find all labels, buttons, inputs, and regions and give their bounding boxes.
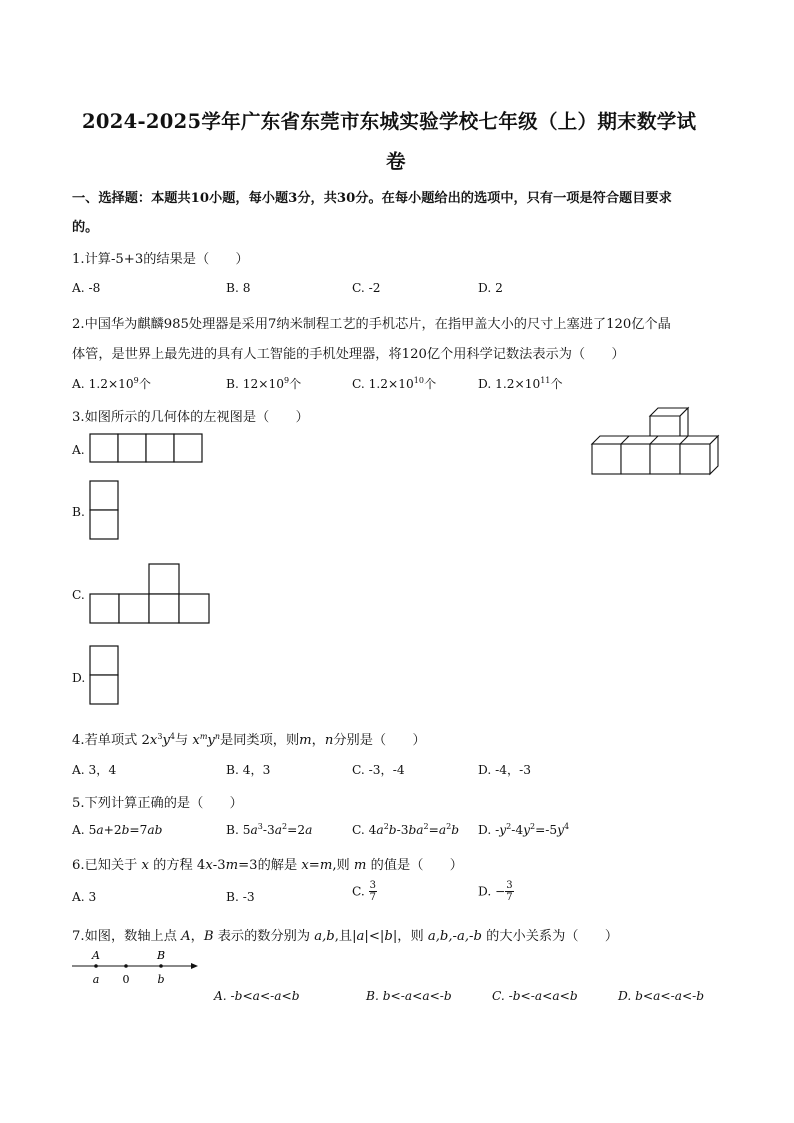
q4-option-a[interactable]: A. 3，4	[72, 763, 117, 777]
question-3-stem: 3.如图所示的几何体的左视图是（ ）	[72, 410, 309, 425]
var-y: y	[207, 733, 215, 748]
point-B: B	[203, 929, 214, 944]
var: a	[274, 823, 283, 837]
q1-option-d[interactable]: D. 2	[478, 281, 503, 295]
exp-n: n	[214, 732, 221, 741]
question-2-stem-line2: 体管，是世界上最先进的具有人工智能的手机处理器，将120亿个用科学记数法表示为（ ）	[72, 347, 625, 362]
option-label: D. −	[478, 884, 506, 899]
option-label: D.	[478, 377, 492, 391]
q2-option-d[interactable]	[478, 375, 563, 392]
term: =7	[129, 823, 148, 837]
q7-option-a[interactable]: A. -b<a<-a<b	[214, 989, 300, 1003]
q6-stem-text: 6.已知关于	[72, 858, 142, 873]
option-unit: 个	[550, 377, 563, 391]
option-exponent: 9	[283, 376, 290, 385]
term: -3	[396, 823, 409, 837]
question-5-stem: 5.下列计算正确的是（ ）	[72, 796, 243, 811]
q4-stem-tail: 是同类项，则	[220, 733, 300, 748]
var-n: n	[324, 733, 334, 748]
option-unit: 个	[289, 377, 302, 391]
fraction	[369, 880, 377, 903]
q7-option-b[interactable]: B. b<-a<a<-b	[366, 989, 452, 1003]
var-m: m	[299, 733, 312, 748]
q2-option-a[interactable]	[72, 375, 151, 392]
q3-option-c-figure[interactable]	[89, 562, 213, 626]
q7-stem-text: |，则	[392, 929, 428, 944]
var: b	[388, 823, 397, 837]
question-2-stem-line1: 2.中国华为麒麟985处理器是采用7纳米制程工艺的手机芯片，在指甲盖大小的尺寸上塞进了120亿个晶	[72, 317, 671, 332]
paper-title-line1: 2024-2025学年广东省东莞市东城实验学校七年级（上）期末数学试	[82, 110, 697, 133]
q7-number-line	[70, 946, 202, 988]
exp: 2	[446, 822, 452, 831]
vars-ab: a,b	[314, 929, 335, 944]
term: 5	[88, 823, 97, 837]
option-label: C.	[352, 823, 369, 837]
q6-stem-text: ,则	[332, 858, 354, 873]
q4-stem-mid: 与	[175, 733, 193, 748]
numerator: 3	[506, 880, 513, 891]
label-B: B	[156, 949, 166, 962]
term: =	[428, 823, 439, 837]
q3-option-b-figure[interactable]	[89, 480, 121, 542]
q6-stem-text: -3	[212, 858, 226, 873]
exp: 2	[506, 822, 512, 831]
label-b: b	[157, 973, 165, 986]
term: =2	[287, 823, 306, 837]
var-x: x	[301, 858, 309, 873]
var: a	[96, 823, 104, 837]
term: -	[495, 823, 500, 837]
term: =-5	[535, 823, 558, 837]
term: 4	[368, 823, 377, 837]
option-exponent: 10	[413, 376, 424, 385]
q5-option-a[interactable]	[72, 823, 162, 837]
var-x: x	[192, 733, 200, 748]
q2-option-b[interactable]	[226, 375, 301, 392]
var: b	[451, 823, 460, 837]
q7-option-c[interactable]: C. -b<-a<a<b	[492, 989, 578, 1003]
question-6-stem	[72, 854, 463, 873]
option-exponent: 9	[133, 376, 139, 385]
var: ab	[147, 823, 163, 837]
var-x: x	[149, 733, 158, 748]
q7-option-d[interactable]: D. b<a<-a<-b	[618, 989, 705, 1003]
axis-arrow-icon	[191, 963, 198, 969]
denominator: 7	[369, 892, 377, 903]
exp: 2	[529, 822, 536, 831]
q6-stem-text: 的值是（ ）	[366, 858, 463, 873]
option-mantissa: 1.2×10	[495, 377, 541, 391]
q3-option-d-figure[interactable]	[89, 645, 121, 707]
q6-option-b[interactable]: B. -3	[226, 890, 255, 904]
var: y	[557, 823, 565, 837]
q5-option-c[interactable]	[352, 823, 459, 837]
q6-stem-text: =3的解是	[238, 858, 302, 873]
var: a	[250, 823, 258, 837]
q4-option-b[interactable]: B. 4，3	[226, 763, 271, 777]
term: 5	[242, 823, 251, 837]
var: a	[376, 823, 384, 837]
option-exponent: 11	[540, 376, 551, 385]
q3-option-a-figure[interactable]	[89, 433, 205, 465]
option-mantissa: 1.2×10	[88, 377, 134, 391]
q4-stem-prefix: 4.若单项式 2	[72, 733, 150, 748]
option-label: D.	[478, 823, 496, 837]
vars-list: a,b,-a,-b	[427, 929, 482, 944]
q3-option-d-label[interactable]: D.	[72, 671, 86, 685]
q3-option-b-label[interactable]: B.	[72, 505, 85, 519]
exp: 3	[157, 732, 163, 741]
var-x: x	[141, 858, 149, 873]
option-label: A.	[72, 377, 85, 391]
var-m: m	[353, 858, 367, 873]
term: -3	[262, 823, 275, 837]
denominator: 7	[506, 892, 513, 903]
q1-option-c[interactable]: C. -2	[352, 281, 381, 295]
section-instructions-line2: 的。	[72, 220, 99, 235]
paper-title-line2: 卷	[386, 150, 406, 173]
question-4-stem	[72, 729, 426, 748]
option-label: C.	[352, 884, 369, 899]
q7-stem-text: 表示的数分别为	[213, 929, 315, 944]
label-A: A	[92, 949, 100, 962]
option-unit: 个	[423, 377, 437, 391]
option-label: A.	[72, 823, 89, 837]
point-b-dot	[159, 964, 163, 968]
term: +2	[103, 823, 122, 837]
option-mantissa: 1.2×10	[368, 377, 414, 391]
question-1-stem: 1.计算-5+3的结果是（ ）	[72, 252, 249, 267]
option-label: B.	[226, 823, 243, 837]
var-b: b	[384, 929, 393, 944]
comma: ，	[311, 733, 325, 748]
q7-stem-text: 的大小关系为（ ）	[481, 929, 619, 944]
q7-stem-text: |<|	[364, 929, 385, 944]
exp-m: m	[199, 732, 208, 741]
var: a	[305, 823, 313, 837]
exp: 3	[257, 822, 263, 831]
var: b	[121, 823, 130, 837]
q1-option-a[interactable]: A. -8	[72, 281, 101, 295]
var: y	[523, 823, 530, 837]
exp: 2	[423, 822, 429, 831]
numerator: 3	[369, 880, 377, 891]
q4-option-d[interactable]: D. -4，-3	[478, 763, 532, 777]
point-zero-dot	[124, 964, 128, 968]
q6-option-c[interactable]	[352, 880, 377, 903]
q7-stem-text: ,且|	[334, 929, 357, 944]
exp: 4	[169, 732, 175, 741]
var-x: x	[205, 858, 213, 873]
var-m: m	[225, 858, 239, 873]
q4-option-c[interactable]: C. -3，-4	[352, 763, 405, 777]
q4-stem-end: 分别是（ ）	[333, 733, 426, 748]
label-zero: 0	[122, 973, 130, 986]
var: y	[499, 823, 507, 837]
q7-stem-text: ，	[190, 929, 204, 944]
q6-option-a[interactable]: A. 3	[72, 890, 97, 904]
q2-option-c[interactable]	[352, 375, 436, 392]
question-7-stem	[72, 925, 618, 944]
q3-option-a-label[interactable]: A.	[72, 443, 85, 457]
exp: 4	[564, 822, 570, 831]
fraction	[505, 880, 513, 903]
option-mantissa: 12×10	[242, 377, 284, 391]
section-instructions-line1: 一、选择题：本题共10小题，每小题3分，共30分。在每小题给出的选项中，只有一项是符合题目要求	[72, 191, 672, 206]
option-label: C.	[352, 377, 365, 391]
var-m: m	[319, 858, 333, 873]
option-label: B.	[226, 377, 239, 391]
label-a: a	[92, 973, 100, 986]
q3-solid-figure	[588, 404, 724, 478]
q6-stem-text: 的方程 4	[148, 858, 206, 873]
q6-stem-text: =	[308, 858, 320, 873]
point-a-dot	[94, 964, 98, 968]
q1-option-b[interactable]: B. 8	[226, 281, 251, 295]
q5-option-b[interactable]	[226, 823, 312, 837]
exp: 2	[282, 822, 288, 831]
var: ba	[408, 823, 424, 837]
q7-stem-text: 7.如图，数轴上点	[72, 929, 182, 944]
q3-option-c-label[interactable]: C.	[72, 588, 85, 602]
q6-option-d[interactable]	[478, 880, 514, 903]
exp: 2	[383, 822, 389, 831]
option-unit: 个	[138, 377, 151, 391]
var: a	[438, 823, 447, 837]
term: -4	[511, 823, 524, 837]
q5-option-d[interactable]	[478, 823, 569, 837]
var-a: a	[356, 929, 365, 944]
point-A: A	[181, 929, 191, 944]
var-y: y	[162, 733, 170, 748]
